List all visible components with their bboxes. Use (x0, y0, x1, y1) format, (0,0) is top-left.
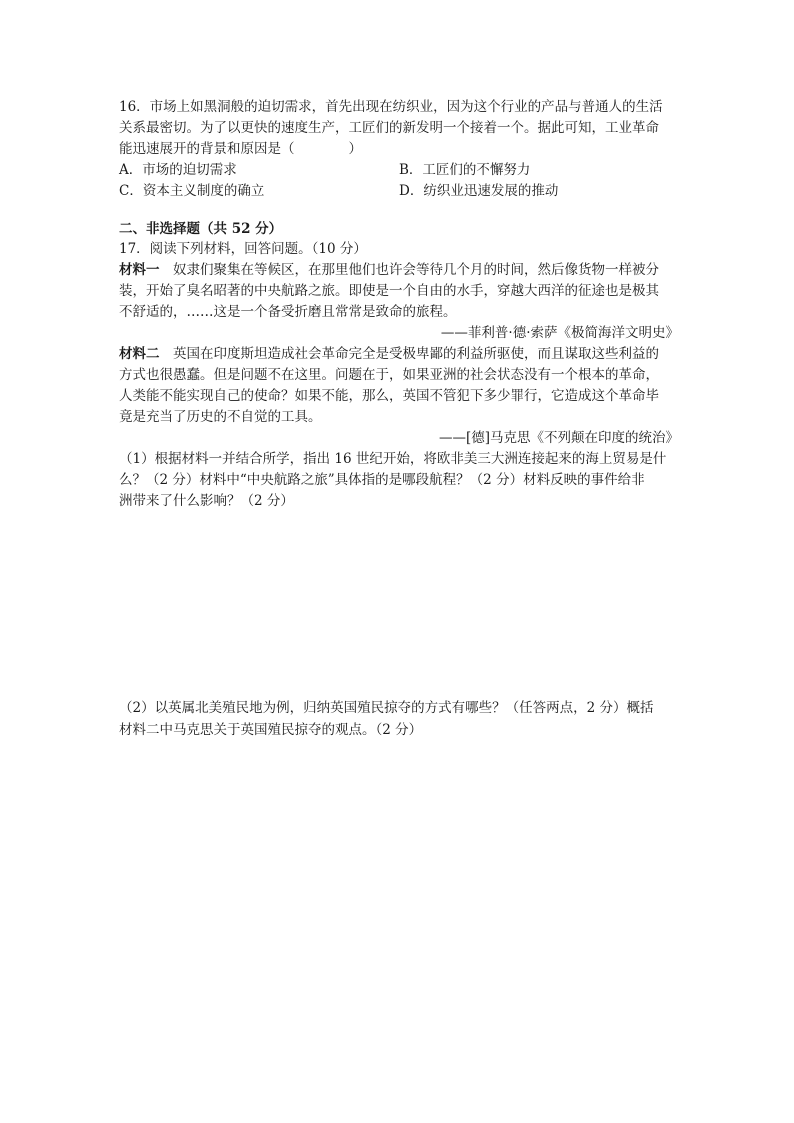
sub-question-2-line-2: 材料二中马克思关于英国殖民掠夺的观点。（2 分） (119, 722, 423, 738)
material-1-text-1: 奴隶们聚集在等候区，在那里他们也许会等待几个月的时间，然后像货物一样被分 (159, 262, 659, 278)
material-1 (119, 260, 679, 344)
question-17-stem: 17．阅读下列材料，回答问题。（10 分） (119, 241, 367, 257)
material-2-line-4: 竟是充当了历史的不自觉的工具。 (119, 409, 322, 425)
sub-question-1 (119, 449, 679, 512)
material-1-line-1 (119, 260, 679, 281)
question-17 (119, 239, 679, 741)
material-2-line-3: 人类能不能实现自己的使命？如果不能，那么，英国不管犯下多少罪行，它造成这个革命毕 (119, 388, 659, 404)
question-16-options-row-1 (119, 160, 679, 181)
option-d: D．纺织业迅速发展的推动 (399, 183, 559, 199)
material-1-line-2: 装，开始了臭名昭著的中央航路之旅。即使是一个自由的水手，穿越大西洋的征途也是极其 (119, 283, 659, 299)
sub-question-2 (119, 697, 679, 741)
material-2-line-2: 方式也很愚蠢。但是问题不在这里。问题在于，如果亚洲的社会状态没有一个根本的革命， (119, 367, 659, 383)
answer-space-1 (119, 512, 679, 697)
material-1-source: ——菲利普·德·索萨《极简海洋文明史》 (440, 325, 679, 341)
material-1-label: 材料一 (119, 262, 160, 278)
sub-question-1-line-3: 洲带来了什么影响？（2 分） (119, 493, 294, 509)
question-16-line-3: 能迅速展开的背景和原因是（ ） (119, 141, 362, 157)
material-2-line-1 (119, 344, 679, 365)
material-2 (119, 344, 679, 449)
material-2-label: 材料二 (119, 346, 160, 362)
question-16-line-2: 关系最密切。为了以更快的速度生产，工匠们的新发明一个接着一个。据此可知，工业革命 (119, 120, 659, 136)
material-1-line-3: 不舒适的，……这是一个备受折磨且常常是致命的旅程。 (119, 304, 457, 320)
option-b: B．工匠们的不懈努力 (399, 162, 531, 178)
sub-question-2-line-1: （2）以英属北美殖民地为例，归纳英国殖民掠夺的方式有哪些？（任答两点，2 分）概括 (119, 700, 654, 716)
question-16-line-1: 16．市场上如黑洞般的迫切需求，首先出现在纺织业，因为这个行业的产品与普通人的生活 (119, 99, 663, 115)
sub-question-1-line-2: 么？（2 分）材料中“中央航路之旅”具体指的是哪段航程？（2 分）材料反映的事件给非 (119, 472, 645, 488)
option-c: C．资本主义制度的确立 (119, 183, 265, 199)
question-16-options-row-2 (119, 181, 679, 202)
question-16 (119, 97, 679, 202)
section-title: 二、非选择题（共 52 分） (119, 221, 283, 237)
exam-page (119, 97, 679, 741)
material-2-text-1: 英国在印度斯坦造成社会革命完全是受极卑鄙的利益所驱使，而且谋取这些利益的 (159, 346, 659, 362)
material-2-source: ——[德]马克思《不列颠在印度的统治》 (438, 430, 679, 446)
sub-question-1-line-1: （1）根据材料一并结合所学，指出 16 世纪开始，将欧非美三大洲连接起来的海上贸易是什 (119, 451, 667, 467)
option-a: A．市场的迫切需求 (119, 162, 237, 178)
